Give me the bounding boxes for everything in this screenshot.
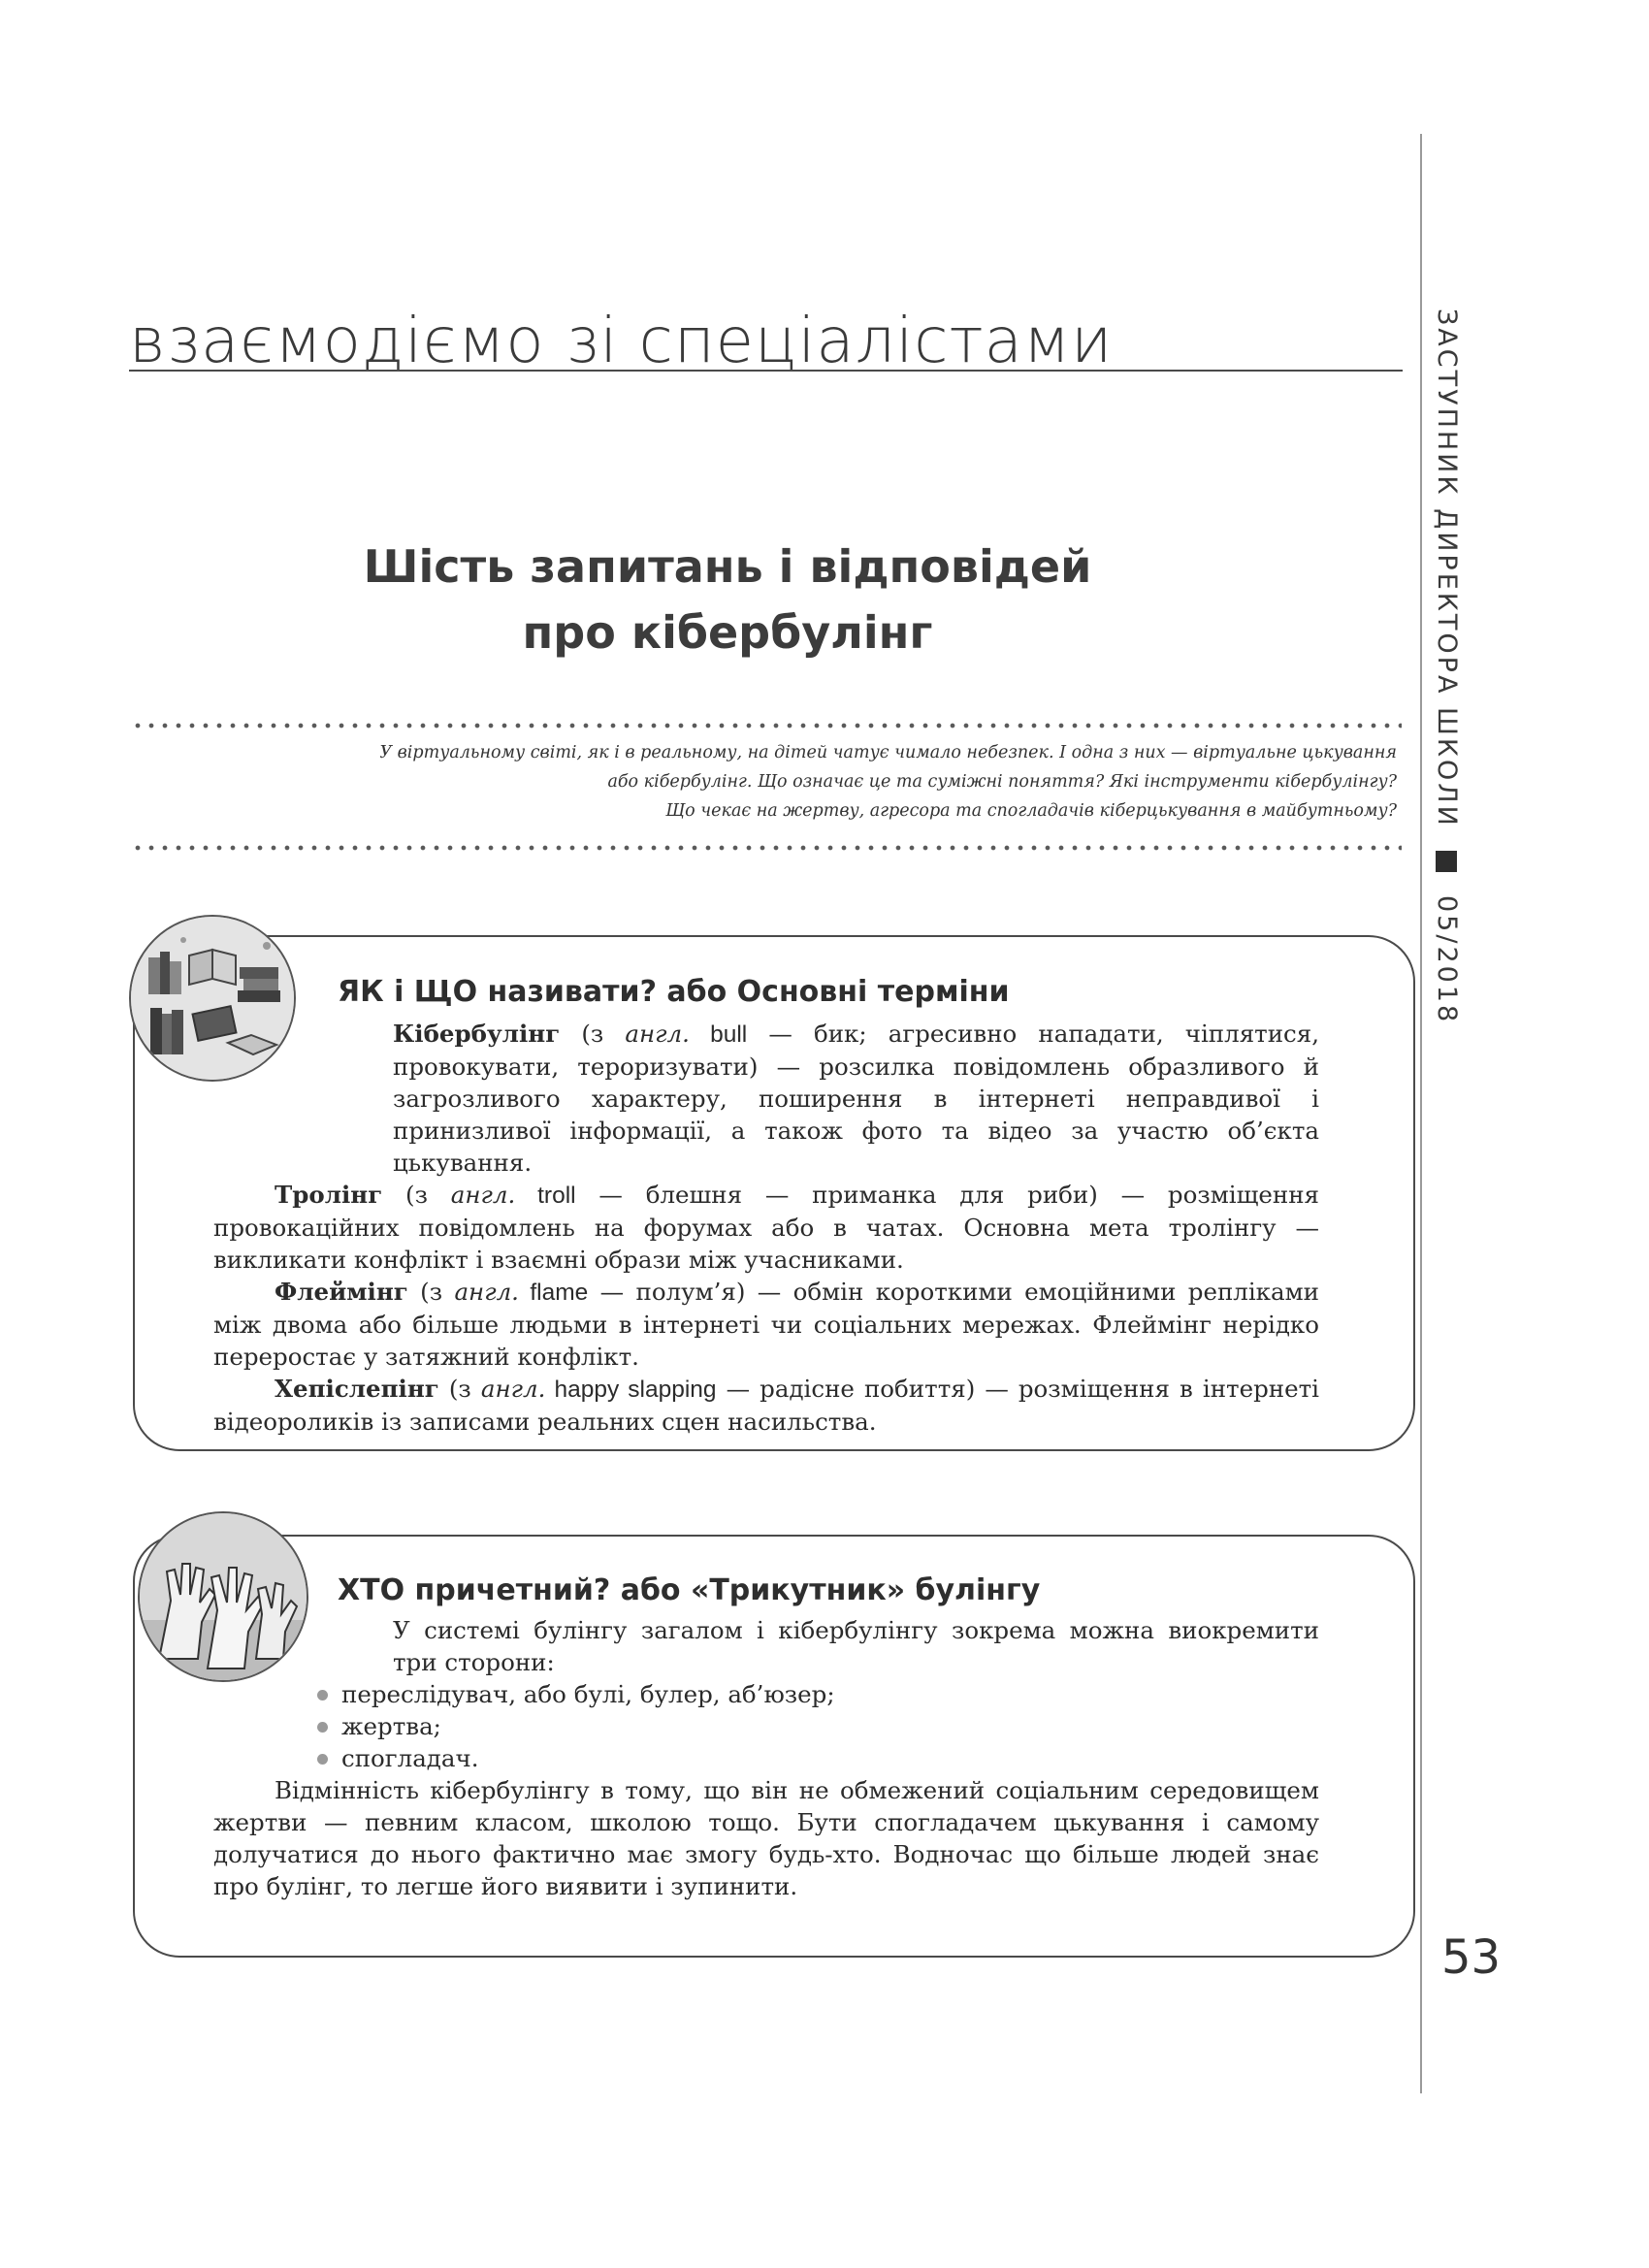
term-open: (з	[438, 1375, 481, 1403]
term-name: Кібербулінг	[393, 1020, 561, 1048]
term-open: (з	[382, 1181, 451, 1209]
term-abbr: англ.	[454, 1278, 519, 1306]
section-header: взаємодіємо зі спеціалістами	[129, 306, 1114, 377]
term-source-word: troll	[515, 1183, 576, 1209]
term-definition: — бик; агресивно нападати, чіплятися, провокувати, тероризувати) — розсилка повідомлень образливого й загрозливого характеру, поширення в інтернеті неправдивої і принизливої інформації, а також фото та відео за участю об’єкта цькування.	[393, 1020, 1320, 1177]
lead-line-3: Що чекає на жертву, агресора та спогладачів кіберцькування в майбутньому?	[665, 801, 1397, 821]
article-lead	[194, 738, 1397, 826]
issue-number: 05/2018	[1432, 895, 1462, 1025]
term-paragraph	[213, 1018, 1319, 1179]
term-definition: — полум’я) — обмін короткими емоційними репліками між двома або більше людьми в інтернеті чи соціальних мережах. Флеймінг нерідко переростає у затяжний конфлікт.	[213, 1278, 1319, 1371]
term-name: Флеймінг	[275, 1278, 408, 1306]
list-item: переслідувач, або булі, булер, аб’юзер;	[315, 1678, 1319, 1710]
terms-box-title: ЯК і ЩО називати? або Основні терміни	[338, 975, 1010, 1009]
term-abbr: англ.	[450, 1181, 516, 1209]
running-sidebar	[1432, 308, 1462, 1024]
roles-box-body	[213, 1614, 1319, 1902]
terms-box-body	[213, 1018, 1319, 1438]
term-paragraph	[213, 1373, 1319, 1438]
term-name: Тролінг	[275, 1181, 383, 1209]
roles-intro: У системі булінгу загалом і кібербулінгу зокрема можна виокремити три сторони:	[393, 1616, 1319, 1676]
term-abbr: англ.	[480, 1375, 546, 1403]
roles-box-title: ХТО причетний? або «Трикутник» булінгу	[338, 1573, 1041, 1607]
page-number: 53	[1441, 1930, 1502, 1985]
term-open: (з	[407, 1278, 455, 1306]
square-separator-icon	[1436, 851, 1457, 872]
term-definition: — блешня — приманка для риби) — розміщення провокаційних повідомлень на форумах або в чатах. Основна мета тролінгу — викликати конфлікт і взаємні образи між учасниками.	[213, 1181, 1319, 1274]
lead-line-1: У віртуальному світі, як і в реальному, на дітей чатує чимало небезпек. І одна з них — віртуальне цькування	[379, 743, 1397, 762]
term-source-word: bull	[689, 1021, 748, 1048]
term-paragraph	[213, 1179, 1319, 1276]
term-name: Хепіслепінг	[275, 1375, 439, 1403]
dotted-rule-bottom	[131, 845, 1402, 851]
term-open: (з	[560, 1020, 626, 1048]
term-abbr: англ.	[625, 1020, 690, 1048]
term-definition: — радісне побиття) — розміщення в інтернеті відеороликів із записами реальних сцен насильства.	[213, 1375, 1319, 1436]
list-item: жертва;	[315, 1710, 1319, 1742]
dotted-rule-top	[131, 723, 1402, 729]
list-item: спогладач.	[315, 1742, 1319, 1774]
journal-name: ЗАСТУПНИК ДИРЕКТОРА ШКОЛИ	[1432, 308, 1462, 828]
article-title	[291, 534, 1164, 665]
header-rule	[129, 370, 1403, 372]
article-title-line-1: Шість запитань і відповідей	[363, 540, 1092, 593]
term-source-word: happy slapping	[545, 1377, 717, 1403]
term-source-word: flame	[518, 1280, 589, 1306]
term-paragraph	[213, 1276, 1319, 1373]
article-title-line-2: про кібербулінг	[522, 606, 933, 659]
roles-paragraph: Відмінність кібербулінгу в тому, що він не обмежений соціальним середовищем жертви — певним класом, школою тощо. Бути спогладачем цькування і самому долучатися до нього фактично має змогу будь-хто. Водночас що більше людей знає про булінг, то легше його виявити і зупинити.	[213, 1776, 1319, 1900]
roles-list	[213, 1678, 1319, 1774]
lead-line-2: або кібербулінг. Що означає це та суміжні поняття? Які інструменти кібербулінгу?	[607, 772, 1397, 792]
vertical-divider	[1420, 134, 1422, 2093]
